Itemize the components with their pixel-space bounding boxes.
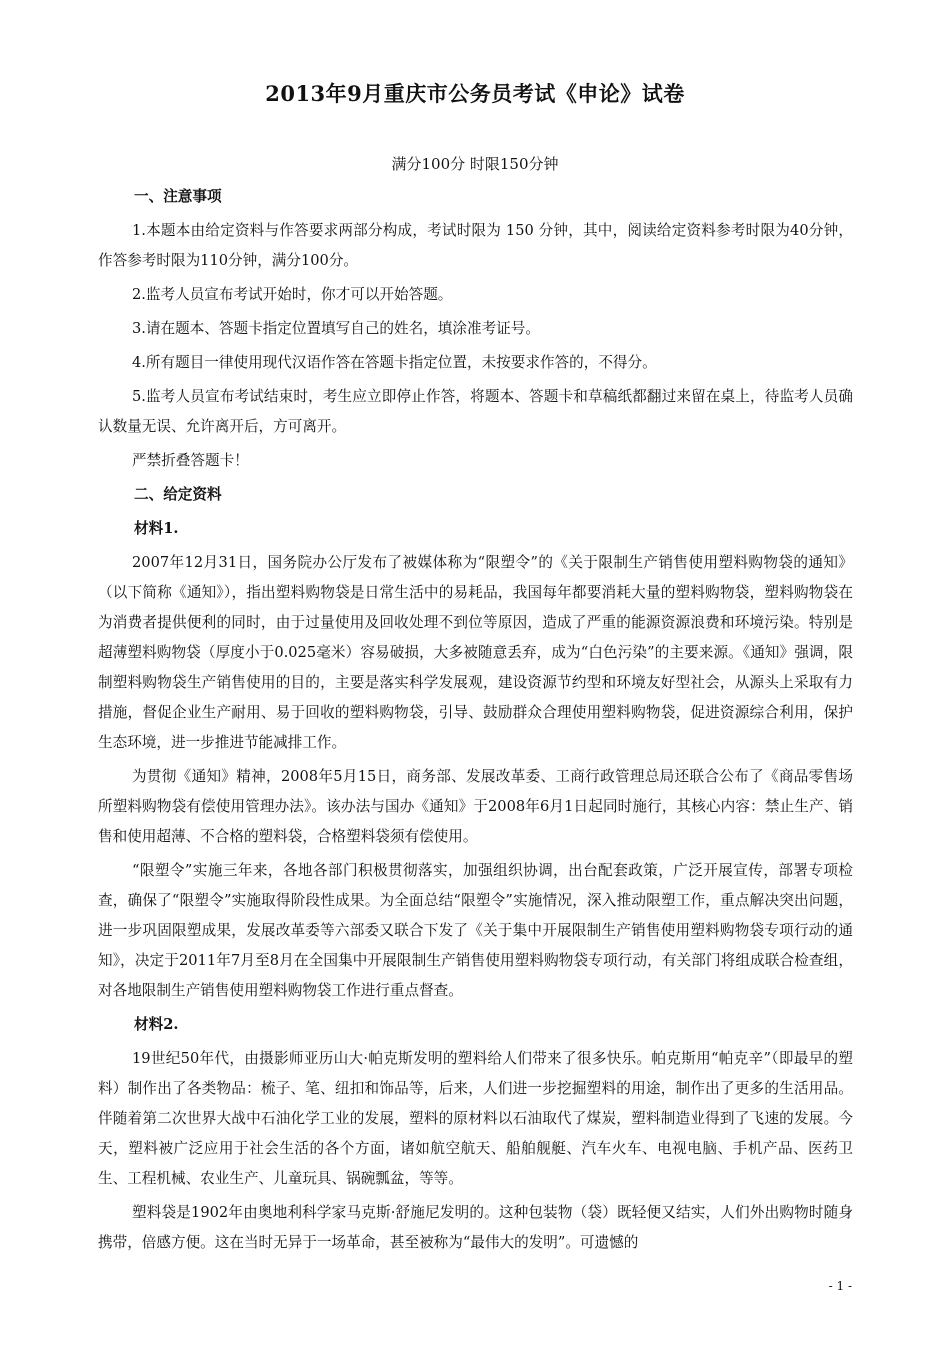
- document-body: [98, 182, 853, 1258]
- notice-item: 2.监考人员宣布考试开始时，你才可以开始答题。: [132, 286, 453, 303]
- material-1-label: 材料1.: [134, 520, 179, 537]
- material-paragraph: 为贯彻《通知》精神，2008年5月15日，商务部、发展改革委、工商行政管理总局还联合公布了《商品零售场所塑料购物袋有偿使用管理办法》。该办法与国办《通知》于2008年6月1日起同时施行，其核心内容：禁止生产、销售和使用超薄、不合格的塑料袋，合格塑料袋须有偿使用。: [98, 768, 853, 845]
- page-number: - 1 -: [828, 1279, 852, 1293]
- section-heading-notes: 一、注意事项: [134, 188, 222, 205]
- material-paragraph: “限塑令”实施三年来，各地各部门积极贯彻落实，加强组织协调，出台配套政策，广泛开展宣传，部署专项检查，确保了“限塑令”实施取得阶段性成果。为全面总结“限塑令”实施情况，深入推动限塑工作，重点解决突出问题，进一步巩固限塑成果，发展改革委等六部委又联合下发了《关于集中开展限制生产销售使用塑料购物袋专项行动的通知》，决定于2011年7月至8月在全国集中开展限制生产销售使用塑料购物袋专项行动，有关部门将组成联合检查组，对各地限制生产销售使用塑料购物袋工作进行重点督查。: [98, 862, 853, 999]
- warning-text: 严禁折叠答题卡！: [132, 452, 249, 469]
- exam-info: 满分100分 时限150分钟: [391, 155, 559, 173]
- document-title: 2013年9月重庆市公务员考试《申论》试卷: [265, 81, 685, 106]
- notice-item: 4.所有题目一律使用现代汉语作答在答题卡指定位置，未按要求作答的，不得分。: [132, 354, 657, 371]
- material-paragraph: 塑料袋是1902年由奥地利科学家马克斯·舒施尼发明的。这种包装物（袋）既轻便又结实，人们外出购物时随身携带，倍感方便。这在当时无异于一场革命，甚至被称为“最伟大的发明”。可遗憾的: [98, 1204, 853, 1251]
- section-heading-materials: 二、给定资料: [134, 486, 222, 503]
- notice-item: 3.请在题本、答题卡指定位置填写自己的姓名，填涂准考证号。: [132, 320, 540, 337]
- material-paragraph: 19世纪50年代，由摄影师亚历山大·帕克斯发明的塑料给人们带来了很多快乐。帕克斯用“帕克辛”（即最早的塑料）制作出了各类物品：梳子、笔、纽扣和饰品等，后来，人们进一步挖掘塑料的用途，制作出了更多的生活用品。伴随着第二次世界大战中石油化学工业的发展，塑料的原材料以石油取代了煤炭，塑料制造业得到了飞速的发展。今天，塑料被广泛应用于社会生活的各个方面，诸如航空航天、船舶舰艇、汽车火车、电视电脑、手机产品、医药卫生、工程机械、农业生产、儿童玩具、锅碗瓢盆，等等。: [98, 1050, 853, 1187]
- material-paragraph: 2007年12月31日，国务院办公厅发布了被媒体称为“限塑令”的《关于限制生产销售使用塑料购物袋的通知》（以下简称《通知》），指出塑料购物袋是日常生活中的易耗品，我国每年都要消耗大量的塑料购物袋，塑料购物袋在为消费者提供便利的同时，由于过量使用及回收处理不到位等原因，造成了严重的能源资源浪费和环境污染。特别是超薄塑料购物袋（厚度小于0.025毫米）容易破损，大多被随意丢弃，成为“白色污染”的主要来源。《通知》强调，限制塑料购物袋生产销售使用的目的，主要是落实科学发展观，建设资源节约型和环境友好型社会，从源头上采取有力措施，督促企业生产耐用、易于回收的塑料购物袋，引导、鼓励群众合理使用塑料购物袋，促进资源综合利用，保护生态环境，进一步推进节能减排工作。: [98, 554, 853, 751]
- notice-item: 1.本题本由给定资料与作答要求两部分构成，考试时限为 150 分钟，其中，阅读给定资料参考时限为40分钟，作答参考时限为110分钟，满分100分。: [98, 222, 853, 269]
- notice-item: 5.监考人员宣布考试结束时，考生应立即停止作答，将题本、答题卡和草稿纸都翻过来留在桌上，待监考人员确认数量无误、允许离开后，方可离开。: [98, 388, 853, 435]
- material-2-label: 材料2.: [134, 1016, 179, 1033]
